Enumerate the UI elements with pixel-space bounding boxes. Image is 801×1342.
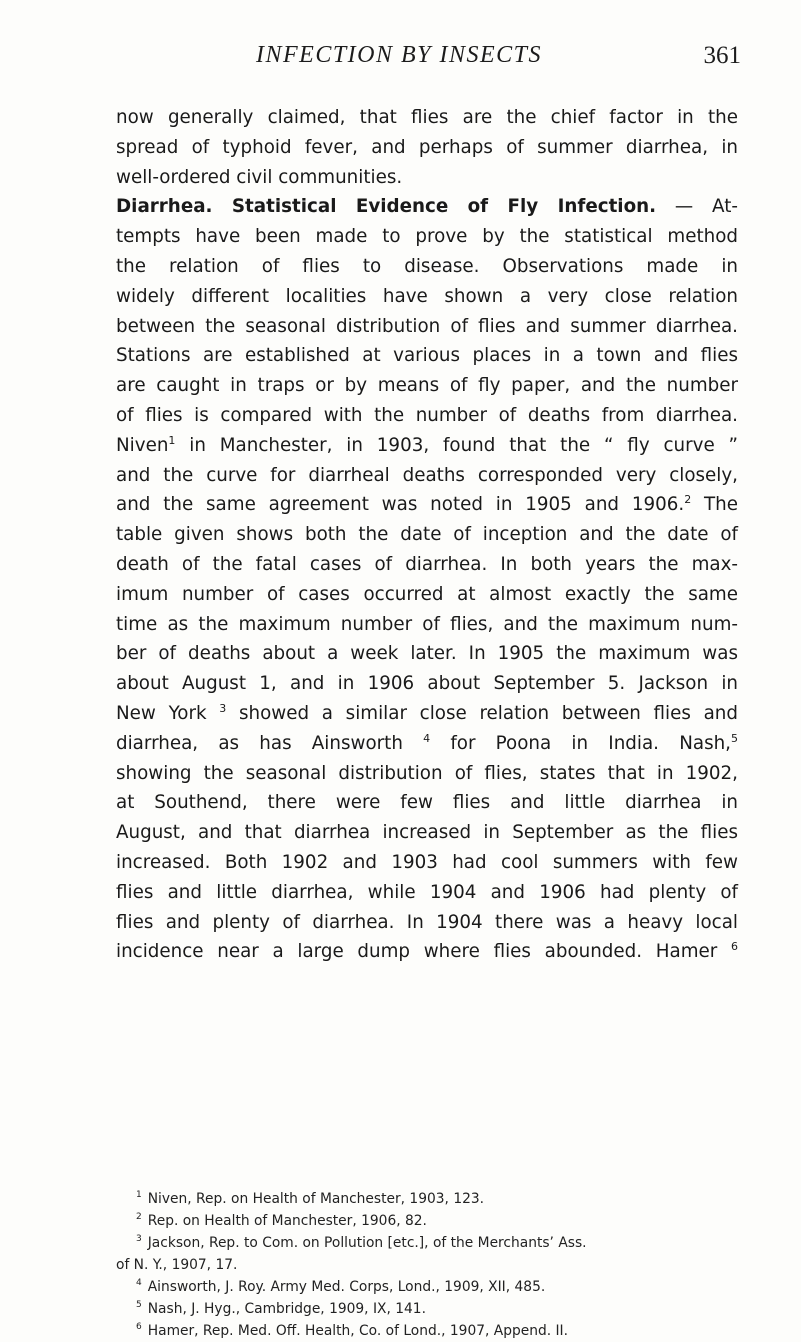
text-line xyxy=(116,669,738,699)
running-head-title: INFECTION BY INSECTS xyxy=(256,42,543,68)
text-line xyxy=(116,282,738,312)
text-segment: showing the seasonal distribution of flies, states that in 1902, xyxy=(116,762,738,784)
footnote-text: Niven, Rep. on Health of Manchester, 1903, 123. xyxy=(147,1191,485,1207)
text-segment: tempts have been made to prove by the statistical method xyxy=(116,226,738,248)
section-heading: Diarrhea. Statistical Evidence of Fly Infection. xyxy=(116,196,657,218)
footnote-text: of N. Y., 1907, 17. xyxy=(116,1257,238,1273)
footnote xyxy=(116,1298,738,1320)
text-segment: Stations are established at various places in a town and flies xyxy=(116,345,738,367)
text-line xyxy=(116,431,738,461)
text-segment: at Southend, there were few flies and little diarrhea in xyxy=(116,792,738,814)
text-line xyxy=(116,759,738,789)
text-line xyxy=(116,639,738,669)
footnote xyxy=(116,1320,738,1342)
text-segment: the relation of flies to disease. Observations made in xyxy=(116,255,738,277)
text-line xyxy=(116,729,738,759)
text-segment: imum number of cases occurred at almost exactly the same xyxy=(116,583,738,605)
footnotes xyxy=(116,1188,738,1342)
text-segment: Niven xyxy=(116,434,169,456)
text-line xyxy=(116,312,738,342)
text-segment: ber of deaths about a week later. In 1905 the maximum was xyxy=(116,643,738,665)
footnote xyxy=(116,1210,738,1232)
text-line xyxy=(116,252,738,282)
footnote xyxy=(116,1254,738,1276)
text-segment: and the curve for diarrheal deaths corresponded very closely, xyxy=(116,464,738,486)
text-segment: for Poona in India. Nash, xyxy=(430,732,731,754)
text-line xyxy=(116,818,738,848)
text-line xyxy=(116,610,738,640)
running-head xyxy=(116,42,741,76)
text-line xyxy=(116,192,738,222)
footnote-text: Jackson, Rep. to Com. on Pollution [etc.], of the Merchants’ Ass. xyxy=(147,1235,587,1251)
text-line xyxy=(116,103,738,133)
text-line xyxy=(116,461,738,491)
text-line xyxy=(116,937,738,967)
text-line xyxy=(116,788,738,818)
text-line xyxy=(116,878,738,908)
footnote-mark: 1 xyxy=(136,1190,142,1201)
footnote-mark: 5 xyxy=(136,1300,142,1311)
text-segment: increased. Both 1902 and 1903 had cool summers with few xyxy=(116,851,738,873)
text-segment: in Manchester, in 1903, found that the “ fly curve ” xyxy=(175,434,738,456)
text-line xyxy=(116,580,738,610)
body-text xyxy=(116,103,738,967)
text-segment: August, and that diarrhea increased in September as the flies xyxy=(116,822,738,844)
text-line xyxy=(116,550,738,580)
footnote-text: Ainsworth, J. Roy. Army Med. Corps, Lond., 1909, XII, 485. xyxy=(147,1279,546,1295)
text-line xyxy=(116,908,738,938)
text-line xyxy=(116,222,738,252)
text-segment: flies and plenty of diarrhea. In 1904 there was a heavy local xyxy=(116,911,738,933)
text-segment: New York xyxy=(116,702,220,724)
text-line xyxy=(116,341,738,371)
footnote-text: Hamer, Rep. Med. Off. Health, Co. of Lond., 1907, Append. II. xyxy=(147,1323,569,1339)
footnote-reference: 3 xyxy=(219,701,227,715)
text-segment: death of the fatal cases of diarrhea. In both years the max- xyxy=(116,553,738,575)
footnote-reference: 1 xyxy=(168,433,176,447)
page-number: 361 xyxy=(703,42,741,69)
text-segment: flies and little diarrhea, while 1904 and 1906 had plenty of xyxy=(116,881,738,903)
text-segment: are caught in traps or by means of fly paper, and the number xyxy=(116,375,738,397)
footnote-mark: 2 xyxy=(136,1212,142,1223)
footnote-reference: 2 xyxy=(684,493,692,507)
text-segment: showed a similar close relation between flies and xyxy=(226,702,738,724)
text-line xyxy=(116,133,738,163)
text-segment: — At- xyxy=(656,196,738,218)
text-line xyxy=(116,371,738,401)
footnote-reference: 6 xyxy=(731,940,738,954)
footnote-mark: 4 xyxy=(136,1278,142,1289)
text-line xyxy=(116,401,738,431)
text-segment: spread of typhoid fever, and perhaps of summer diarrhea, in xyxy=(116,136,738,158)
text-segment: well-ordered civil communities. xyxy=(116,166,403,188)
text-segment: about August 1, and in 1906 about September 5. Jackson in xyxy=(116,673,738,695)
text-segment: incidence near a large dump where flies abounded. Hamer xyxy=(116,941,731,963)
text-line xyxy=(116,163,738,193)
text-segment: time as the maximum number of flies, and the maximum num- xyxy=(116,613,738,635)
text-segment: widely different localities have shown a very close relation xyxy=(116,285,738,307)
text-segment: and the same agreement was noted in 1905 and 1906. xyxy=(116,494,685,516)
text-segment: The xyxy=(691,494,739,516)
text-line xyxy=(116,699,738,729)
footnote-reference: 5 xyxy=(731,731,738,745)
text-line xyxy=(116,848,738,878)
text-segment: of flies is compared with the number of deaths from diarrhea. xyxy=(116,404,738,426)
footnote-reference: 4 xyxy=(423,731,431,745)
text-line xyxy=(116,490,738,520)
footnote xyxy=(116,1276,738,1298)
footnote-text: Rep. on Health of Manchester, 1906, 82. xyxy=(147,1213,427,1229)
text-segment: between the seasonal distribution of flies and summer diarrhea. xyxy=(116,315,738,337)
text-segment: table given shows both the date of inception and the date of xyxy=(116,524,738,546)
footnote-mark: 3 xyxy=(136,1234,142,1245)
text-segment: now generally claimed, that flies are the chief factor in the xyxy=(116,107,738,128)
footnote-mark: 6 xyxy=(136,1322,142,1333)
footnote xyxy=(116,1232,738,1254)
footnote-text: Nash, J. Hyg., Cambridge, 1909, IX, 141. xyxy=(147,1301,426,1317)
text-segment: diarrhea, as has Ainsworth xyxy=(116,732,424,754)
text-line xyxy=(116,520,738,550)
footnote xyxy=(116,1188,738,1210)
